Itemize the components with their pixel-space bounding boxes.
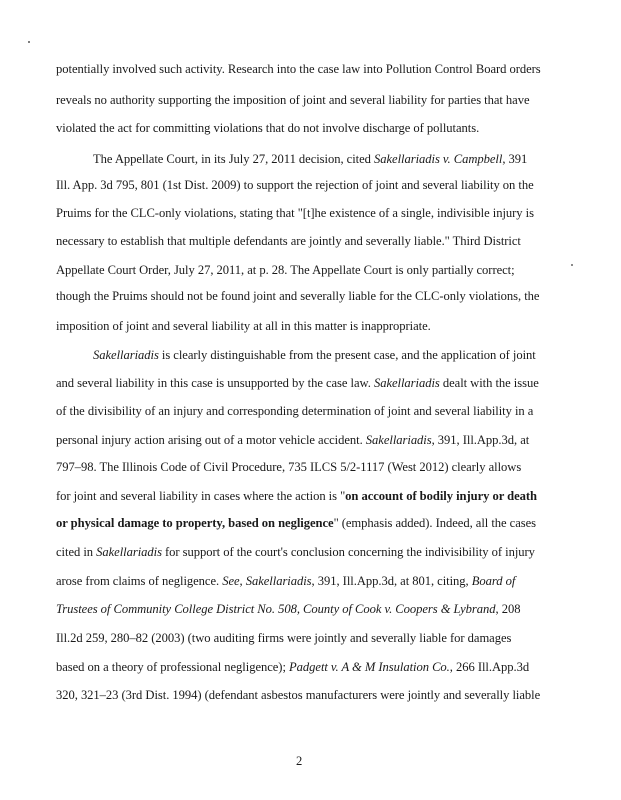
body-line [56, 488, 537, 504]
body-text: " (emphasis added). Indeed, all the cases [333, 516, 536, 530]
body-line [56, 515, 536, 531]
body-line [56, 601, 520, 617]
body-line [56, 544, 535, 560]
body-text: Appellate Court Order, July 27, 2011, at p. 28. The Appellate Court is only partially correct; [56, 263, 515, 277]
body-line [56, 659, 529, 675]
citation-text: See, Sakellariadis [222, 574, 312, 588]
body-text: , 391, Ill.App.3d, at [431, 433, 530, 447]
body-text: 320, 321–23 (3rd Dist. 1994) (defendant asbestos manufacturers were jointly and severally liable [56, 688, 541, 702]
body-line [56, 403, 533, 419]
body-text: , 266 Ill.App.3d [449, 660, 530, 674]
body-line [56, 120, 479, 136]
body-text: imposition of joint and several liability at all in this matter is inappropriate. [56, 319, 431, 333]
citation-text: Trustees of Community College District No. 508, County of Cook v. Coopers & Lybrand [56, 602, 496, 616]
body-text: , 208 [495, 602, 521, 616]
body-line [56, 205, 534, 221]
body-text: arose from claims of negligence. [56, 574, 223, 588]
body-text: violated the act for committing violations that do not involve discharge of pollutants. [56, 121, 480, 135]
body-line [56, 92, 530, 108]
body-text: Pruims for the CLC-only violations, stating that "[t]he existence of a single, indivisible injury is [56, 206, 534, 220]
citation-text: Padgett v. A & M Insulation Co. [289, 660, 450, 674]
citation-text: Sakellariadis v. Campbell [374, 152, 503, 166]
body-line [56, 375, 539, 391]
body-text: , 391, Ill.App.3d, at 801, citing, [311, 574, 472, 588]
body-text: for support of the court's conclusion concerning the indivisibility of injury [161, 545, 535, 559]
body-text: cited in [56, 545, 97, 559]
page-number: 2 [296, 754, 303, 768]
body-text: for joint and several liability in cases where the action is " [56, 489, 346, 503]
body-text: necessary to establish that multiple defendants are jointly and severally liable." Third District [56, 234, 521, 248]
body-line [56, 459, 521, 475]
body-text: Ill. App. 3d 795, 801 (1st Dist. 2009) to support the rejection of joint and several liability on the [56, 178, 534, 192]
citation-text: Sakellariadis [93, 348, 159, 362]
emphasis-text: or physical damage to property, based on negligence [56, 516, 334, 530]
body-text: reveals no authority supporting the imposition of joint and several liability for parties that have [56, 93, 530, 107]
scan-mark [28, 41, 30, 43]
body-text: , 391 [502, 152, 528, 166]
body-text: personal injury action arising out of a motor vehicle accident. [56, 433, 366, 447]
body-line [56, 61, 541, 77]
body-line [56, 573, 515, 589]
emphasis-text: on account of bodily injury or death [345, 489, 537, 503]
body-line [56, 630, 511, 646]
citation-text: Sakellariadis [96, 545, 162, 559]
body-text: is clearly distinguishable from the present case, and the application of joint [158, 348, 536, 362]
body-text: based on a theory of professional negligence); [56, 660, 290, 674]
body-line [93, 347, 536, 363]
body-line [56, 177, 534, 193]
body-line [56, 687, 540, 703]
citation-text: Sakellariadis [373, 376, 440, 390]
body-text: potentially involved such activity. Research into the case law into Pollution Control Board orders [56, 62, 541, 76]
body-text: of the divisibility of an injury and corresponding determination of joint and several liability in a [56, 404, 534, 418]
scan-mark [571, 264, 573, 266]
body-text: 797–98. The Illinois Code of Civil Procedure, 735 ILCS 5/2-1117 (West 2012) clearly allows [56, 460, 522, 474]
body-text: The Appellate Court, in its July 27, 2011 decision, cited [93, 152, 375, 166]
body-line [56, 318, 431, 334]
citation-text: Sakellariadis [365, 433, 432, 447]
body-line [56, 233, 521, 249]
body-line [56, 432, 529, 448]
body-text: though the Pruims should not be found joint and severally liable for the CLC-only violations, the [56, 289, 540, 303]
body-line [56, 288, 539, 304]
body-text: Ill.2d 259, 280–82 (2003) (two auditing firms were jointly and severally liable for damages [56, 631, 512, 645]
body-line [56, 262, 515, 278]
body-line [93, 151, 527, 167]
citation-text: Board of [471, 574, 516, 588]
body-text: dealt with the issue [439, 376, 539, 390]
body-text: and several liability in this case is unsupported by the case law. [56, 376, 374, 390]
